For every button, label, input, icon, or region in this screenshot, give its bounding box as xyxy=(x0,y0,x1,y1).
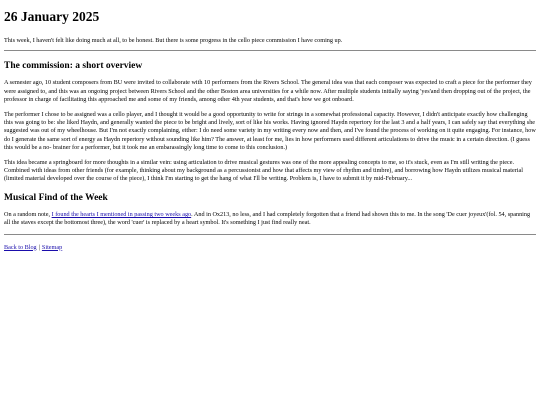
footer-nav xyxy=(4,244,536,252)
musical-find-paragraph xyxy=(4,211,536,228)
divider xyxy=(4,234,536,235)
musical-find-text-after: . And in Ox213, no less, and I had completely forgotten that a friend had shown this to me. In the song 'De cuer joyeux'(fol. 54, spanning all the staves except the bottomost three), the word 'cuer' is replaced by a heart symbol. It's something I just find really neat. xyxy=(4,210,531,227)
musical-find-heading: Musical Find of the Week xyxy=(4,192,108,203)
back-to-blog-link[interactable]: Back to Blog xyxy=(4,243,37,251)
commission-paragraph-2: The performer I chose to be assigned was a cello player, and I thought it would be a good opportunity to write for strings in a somewhat professional capacity. However, I didn't anticipate exactly how challenging this was going to be: she liked Haydn, and generally wanted the piece to be bright and lively, sort of like his works. Having ignored Haydn repertory for the last 3 and a half years, I can safely say that everything she suggested was out of my wheelhouse. But I'm not exactly complaining, either: I do need some variety in my writing every now and then, and I've found the process of working on it quite engaging. For instance, how do I generate the same sort of energy as Haydn repertory without sounding like him? The answer, at least for me, lies in how performers used different articulations to drive the music in a certain direction. (I guess this would be a no- brainer for a performer, but it took me an embarassingly long time to come to this conclusion.) xyxy=(4,110,536,152)
commission-paragraph-1: A semester ago, 10 student composers from BU were invited to collaborate with 10 performers from the Rivers School. The general idea was that each composer was expected to craft a piece for the performer they were assigned to, and this was an ongoing project between Rivers School and the other Boston area universities for a while now. After multiple students initially saying 'yes'and then dropping out of the project, the professor in charge of facilitating this approached me and some of my friends, among other 4th year students, and that's how we got onboard. xyxy=(4,79,532,104)
divider xyxy=(4,50,536,51)
post-date-title: 26 January 2025 xyxy=(4,9,100,24)
sitemap-link[interactable]: Sitemap xyxy=(41,243,63,251)
commission-heading: The commission: a short overview xyxy=(4,61,143,72)
musical-find-text-before: On a random note, xyxy=(4,210,52,218)
commission-paragraph-3: This idea became a springboard for more thoughts in a similar vein: using articulation to drive musical gestures was one of the more appealing concepts to me, so it's stuck, even as I'm still writing the piece. Combined with ideas from other friends (for example, thinking about my background as a percussionist and how that affects my view of rhythm and timbre), and borrowing how Haydn utilizes musical material (limited material developed over the course of the piece), I think I'm starting to get the hang of what I'll be writing. Problem is, I have to submit it by mid-February... xyxy=(4,158,523,183)
footer-separator: | xyxy=(38,243,40,251)
intro-paragraph: This week, I haven't felt like doing much at all, to be honest. But there is some progress in the cello piece commission I have coming up. xyxy=(4,37,343,44)
hearts-link[interactable]: I found the hearts I mentioned in passing two weeks ago xyxy=(51,210,192,218)
